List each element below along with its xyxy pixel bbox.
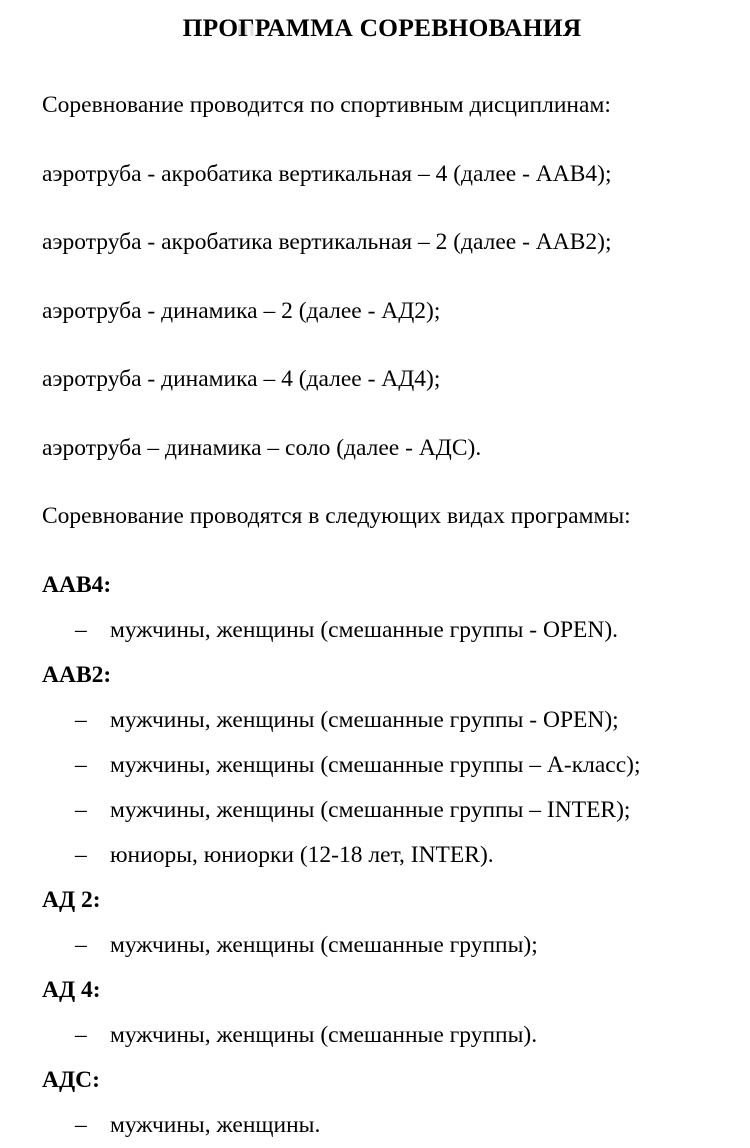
list-item-label: мужчины, женщины (смешанные группы - OPEN).: [110, 616, 619, 643]
list-item: [0, 923, 750, 968]
programs-intro-paragraph: Соревнование проводятся в следующих видах программы:: [42, 503, 631, 529]
section-item-list: [0, 608, 750, 653]
list-item: [0, 698, 750, 743]
program-section-ad4: [0, 968, 750, 1058]
list-item: [0, 608, 750, 653]
discipline-line: аэротруба - динамика – 4 (далее - АД4);: [42, 366, 441, 392]
list-item: [0, 788, 750, 833]
discipline-line: аэротруба - акробатика вертикальная – 2 (далее - ААВ2);: [42, 229, 612, 255]
program-section-ads: [0, 1058, 750, 1148]
section-heading: АД 2:: [42, 886, 101, 913]
section-heading: ААВ4:: [42, 571, 112, 598]
list-item-label: мужчины, женщины (смешанные группы – INTER);: [110, 796, 631, 823]
scan-artifact-icon: [238, 24, 258, 36]
list-item-label: мужчины, женщины (смешанные группы);: [110, 931, 538, 958]
section-item-list: [0, 1103, 750, 1148]
list-item-label: юниоры, юниорки (12-18 лет, INTER).: [110, 841, 494, 868]
discipline-line: аэротруба - динамика – 2 (далее - АД2);: [42, 297, 441, 324]
section-item-list: [0, 1013, 750, 1058]
section-item-list: [0, 698, 750, 878]
section-item-list: [0, 923, 750, 968]
program-section-aab4: [0, 563, 750, 653]
lead-paragraph: Соревнование проводится по спортивным дисциплинам:: [42, 92, 611, 118]
section-heading: АД 4:: [42, 976, 101, 1003]
list-item-label: мужчины, женщины (смешанные группы – А-класс);: [110, 751, 641, 778]
section-heading: ААВ2:: [42, 661, 112, 688]
en-dash-bullet-icon: –: [75, 706, 87, 733]
discipline-line: аэротруба – динамика – соло (далее - АДС).: [42, 434, 482, 461]
list-item: [0, 1103, 750, 1148]
discipline-line: аэротруба - акробатика вертикальная – 4 (далее - ААВ4);: [42, 160, 612, 187]
en-dash-bullet-icon: –: [75, 1021, 87, 1048]
section-heading: АДС:: [42, 1066, 100, 1093]
en-dash-bullet-icon: –: [75, 751, 87, 778]
title-row: [0, 0, 750, 62]
en-dash-bullet-icon: –: [75, 841, 87, 868]
list-item-label: мужчины, женщины.: [110, 1111, 321, 1138]
page-title: ПРОГРАММА СОРЕВНОВАНИЯ: [182, 13, 582, 43]
document-body: [0, 83, 750, 539]
program-section-ad2: [0, 878, 750, 968]
en-dash-bullet-icon: –: [75, 796, 87, 823]
list-item-label: мужчины, женщины (смешанные группы - OPEN);: [110, 706, 619, 733]
list-item: [0, 743, 750, 788]
program-section-aab2: [0, 653, 750, 878]
list-item: [0, 833, 750, 878]
en-dash-bullet-icon: –: [75, 1111, 87, 1138]
en-dash-bullet-icon: –: [75, 616, 87, 643]
list-item: [0, 1013, 750, 1058]
en-dash-bullet-icon: –: [75, 931, 87, 958]
list-item-label: мужчины, женщины (смешанные группы).: [110, 1021, 538, 1048]
